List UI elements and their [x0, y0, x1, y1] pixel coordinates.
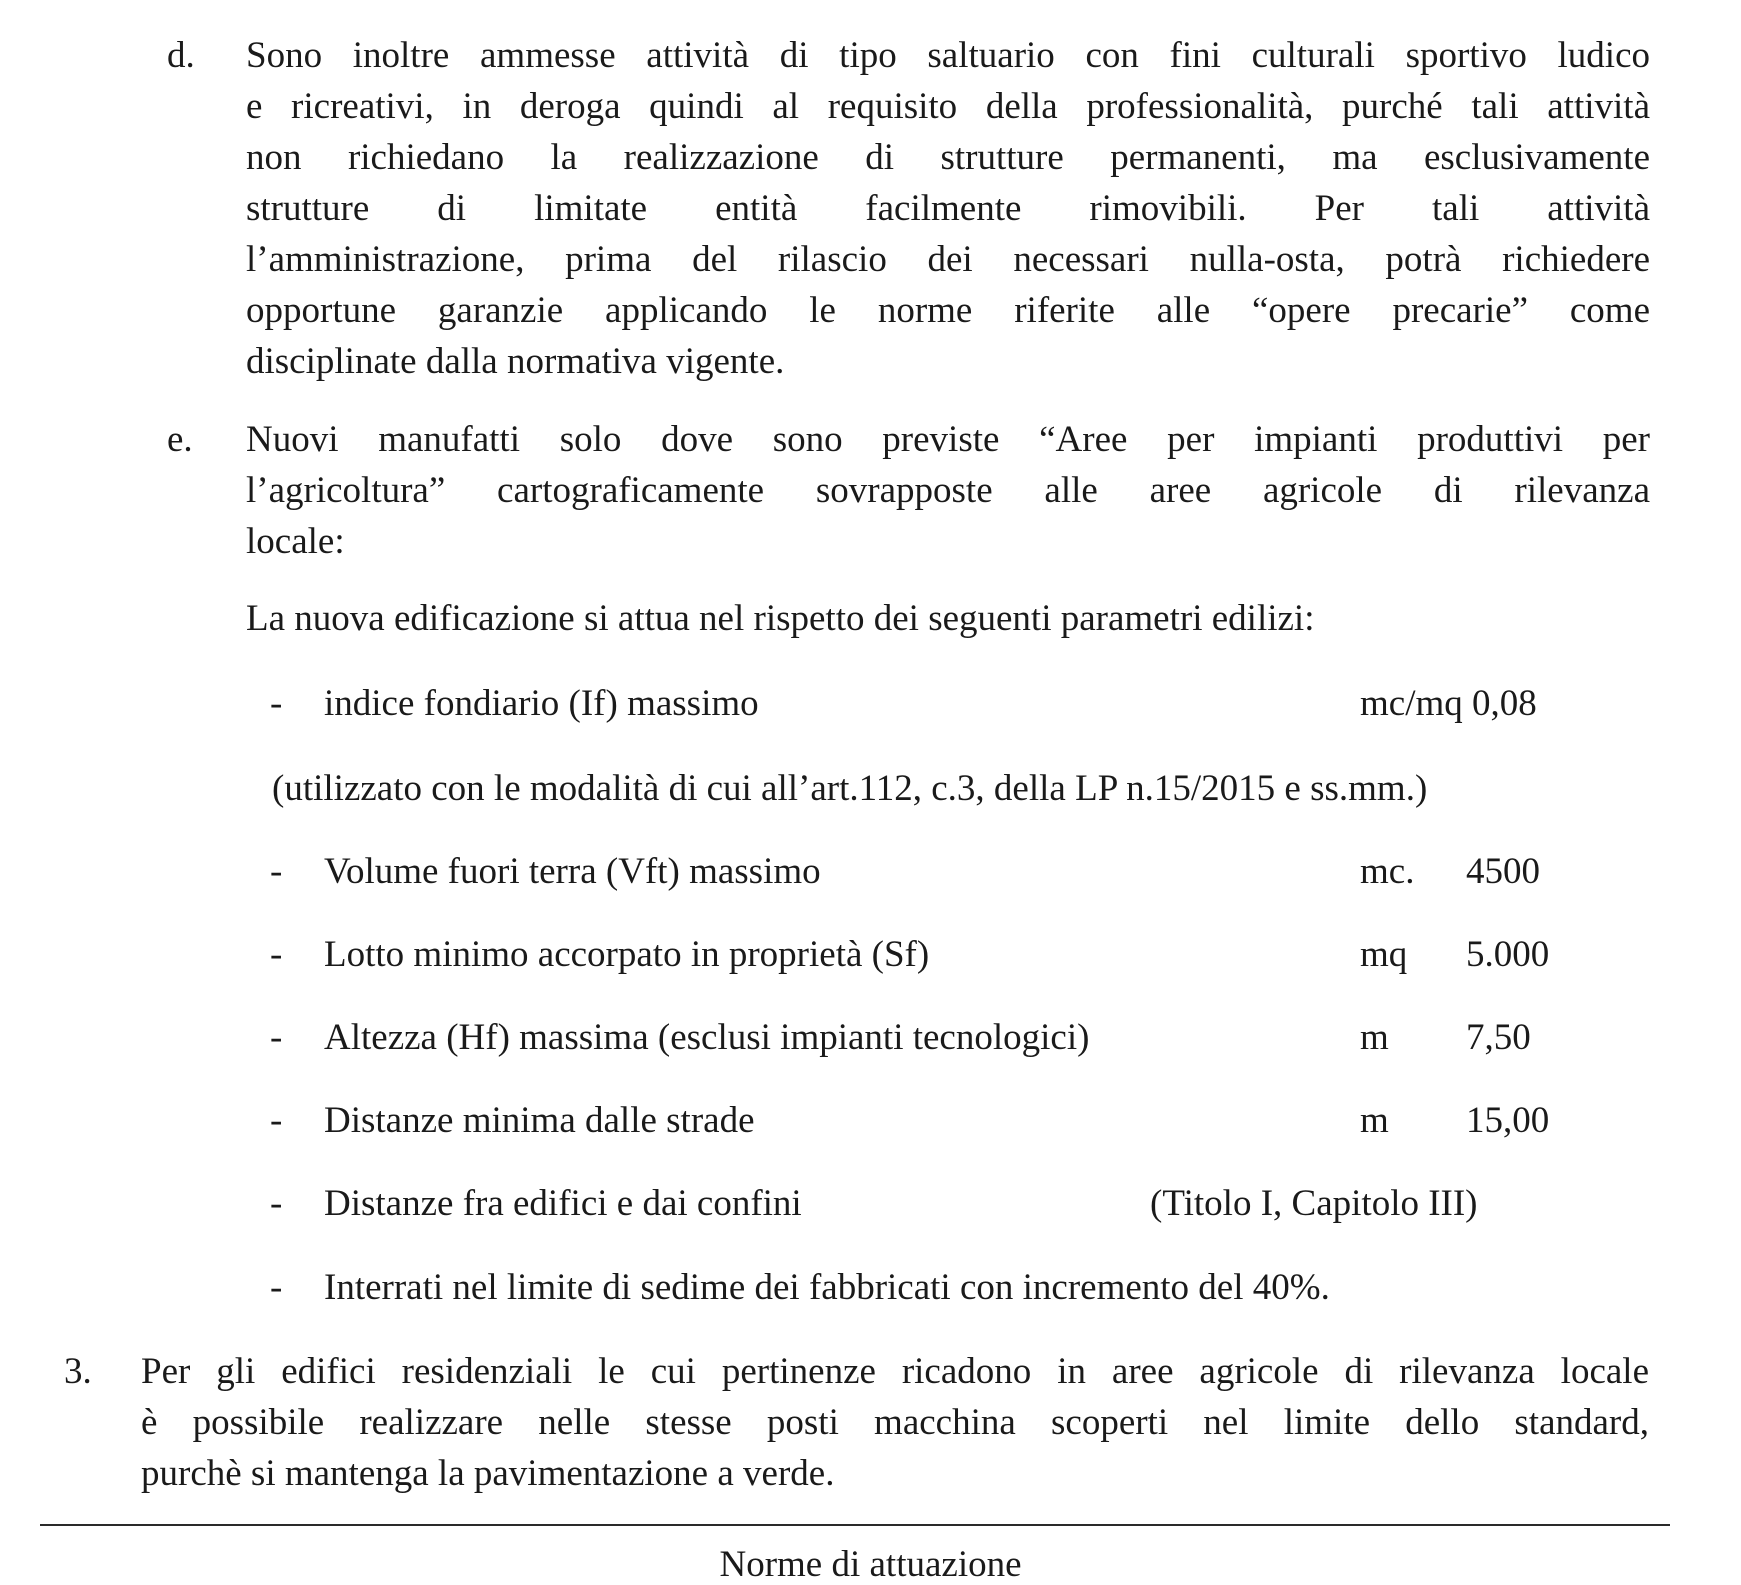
item-e-paragraph [246, 414, 1650, 567]
parameter-row [270, 680, 1650, 728]
parameter-value: 7,50 [1466, 1017, 1531, 1058]
parameter-unit: m [1360, 1017, 1389, 1058]
bullet-dash: - [270, 1267, 283, 1308]
parameter-label: indice fondiario (If) massimo [324, 683, 759, 724]
item-d-line: Sono inoltre ammesse attività di tipo saltuario con fini culturali sportivo ludico [246, 35, 1650, 76]
parameter-reference: (Titolo I, Capitolo III) [1150, 1183, 1478, 1224]
parameter-label: Lotto minimo accorpato in proprietà (Sf) [324, 934, 930, 975]
item-d-line: l’amministrazione, prima del rilascio dei necessari nulla-osta, potrà richiedere [246, 239, 1650, 280]
point-3-marker: 3. [64, 1351, 92, 1392]
item-e-intro: La nuova edificazione si attua nel rispetto dei seguenti parametri edilizi: [246, 598, 1315, 639]
parameter-row [270, 1097, 1650, 1145]
bullet-dash: - [270, 851, 283, 892]
parameter-unit: mq [1360, 934, 1408, 975]
footer-title: Norme di attuazione [719, 1544, 1022, 1585]
item-e-line: l’agricoltura” cartograficamente sovrapposte alle aree agricole di rilevanza [246, 470, 1650, 511]
bullet-dash: - [270, 934, 283, 975]
parameter-label: Distanze fra edifici e dai confini [324, 1183, 802, 1224]
point-3-line: è possibile realizzare nelle stesse posti macchina scoperti nel limite dello standard, [141, 1402, 1649, 1443]
parameter-label: Volume fuori terra (Vft) massimo [324, 851, 821, 892]
footer-divider [40, 1524, 1670, 1526]
point-3-line: Per gli edifici residenziali le cui pertinenze ricadono in aree agricole di rilevanza locale [141, 1351, 1649, 1392]
parameter-unit: mc. [1360, 851, 1415, 892]
parameter-row [270, 931, 1650, 979]
item-d-marker: d. [167, 35, 195, 76]
point-3-paragraph [141, 1346, 1649, 1499]
item-d-line: non richiedano la realizzazione di strutture permanenti, ma esclusivamente [246, 137, 1650, 178]
item-e-line: locale: [246, 521, 345, 562]
parameter-unit: m [1360, 1100, 1389, 1141]
parameter-label: Distanze minima dalle strade [324, 1100, 755, 1141]
item-e-line: Nuovi manufatti solo dove sono previste “Aree per impianti produttivi per [246, 419, 1650, 460]
parameter-unit: mc/mq 0,08 [1360, 683, 1537, 724]
item-d-line: e ricreativi, in deroga quindi al requisito della professionalità, purché tali attività [246, 86, 1650, 127]
item-d-line: strutture di limitate entità facilmente rimovibili. Per tali attività [246, 188, 1650, 229]
item-d-line: disciplinate dalla normativa vigente. [246, 341, 785, 382]
parameter-row [270, 1014, 1650, 1062]
parameter-value: 5.000 [1466, 934, 1550, 975]
bullet-dash: - [270, 683, 283, 724]
parameter-note: (utilizzato con le modalità di cui all’art.112, c.3, della LP n.15/2015 e ss.mm.) [272, 768, 1428, 809]
parameter-label: Altezza (Hf) massima (esclusi impianti tecnologici) [324, 1017, 1090, 1058]
parameter-row [270, 1264, 1650, 1312]
item-d-paragraph [246, 30, 1650, 387]
parameter-row [270, 1180, 1650, 1228]
bullet-dash: - [270, 1183, 283, 1224]
parameter-value: 4500 [1466, 851, 1540, 892]
point-3-line: purchè si mantenga la pavimentazione a verde. [141, 1453, 835, 1494]
parameter-row [270, 848, 1650, 896]
bullet-dash: - [270, 1100, 283, 1141]
item-d-line: opportune garanzie applicando le norme riferite alle “opere precarie” come [246, 290, 1650, 331]
parameter-value: 15,00 [1466, 1100, 1550, 1141]
item-e-marker: e. [167, 419, 193, 460]
bullet-dash: - [270, 1017, 283, 1058]
parameter-label: Interrati nel limite di sedime dei fabbricati con incremento del 40%. [324, 1267, 1330, 1308]
